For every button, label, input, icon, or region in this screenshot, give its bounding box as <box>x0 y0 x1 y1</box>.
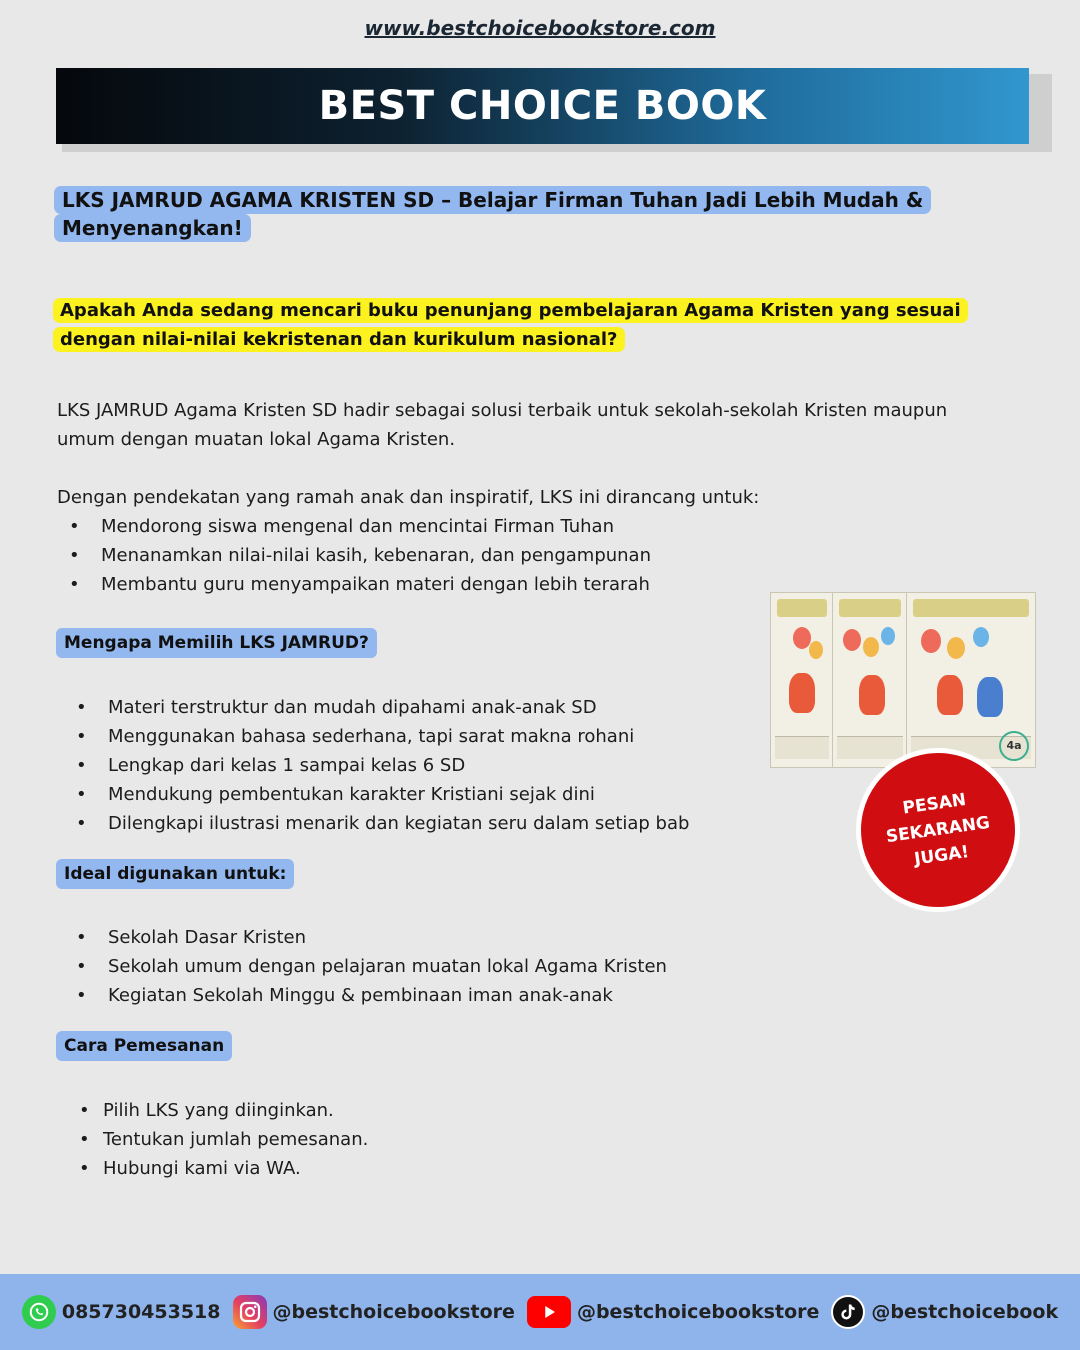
benefits-list <box>69 512 651 599</box>
youtube-handle: @bestchoicebookstore <box>576 1301 820 1323</box>
grade-label: 4a <box>999 731 1029 761</box>
ideal-list <box>76 923 667 1010</box>
ideal-heading <box>56 864 294 884</box>
list-item <box>79 1154 368 1183</box>
list-item <box>69 541 651 570</box>
list-item-text: Tentukan jumlah pemesanan. <box>103 1129 369 1150</box>
headline <box>54 186 954 242</box>
book-cover <box>832 592 908 768</box>
whatsapp-number: 085730453518 <box>61 1301 221 1323</box>
list-item-text: Dilengkapi ilustrasi menarik dan kegiatan seru dalam setiap bab <box>108 813 690 834</box>
order-now-badge-text: PESAN SEKARANG JUGA! <box>884 789 992 870</box>
list-item-text: Menggunakan bahasa sederhana, tapi sarat makna rohani <box>108 726 635 747</box>
question-text: Apakah Anda sedang mencari buku penunjang pembelajaran Agama Kristen yang sesuai dengan nilai-nilai kekristenan dan kurikulum nasional? <box>53 298 968 352</box>
youtube-contact[interactable] <box>527 1296 819 1328</box>
list-item-text: Lengkap dari kelas 1 sampai kelas 6 SD <box>108 755 466 776</box>
list-item-text: Materi terstruktur dan mudah dipahami anak-anak SD <box>108 697 597 718</box>
title-banner <box>56 68 1029 144</box>
list-item-text: Mendorong siswa mengenal dan mencintai Firman Tuhan <box>101 516 614 537</box>
list-item-text: Menanamkan nilai-nilai kasih, kebenaran, dan pengampunan <box>101 545 651 566</box>
whatsapp-icon <box>22 1295 56 1329</box>
order-heading-text: Cara Pemesanan <box>56 1031 232 1061</box>
headline-text: LKS JAMRUD AGAMA KRISTEN SD – Belajar Firman Tuhan Jadi Lebih Mudah & Menyenangkan! <box>54 186 931 242</box>
list-item <box>76 722 689 751</box>
list-item <box>79 1125 369 1154</box>
list-item <box>76 751 689 780</box>
list-item-text: Sekolah umum dengan pelajaran muatan lokal Agama Kristen <box>108 956 667 977</box>
why-list <box>76 693 690 838</box>
list-item-text: Kegiatan Sekolah Minggu & pembinaan iman anak-anak <box>108 985 613 1006</box>
list-item <box>69 570 651 599</box>
list-item <box>76 952 667 981</box>
list-item-text: Hubungi kami via WA. <box>103 1158 301 1179</box>
list-item <box>76 809 690 838</box>
bullet-icon: • <box>76 813 87 834</box>
bullet-icon: • <box>76 784 87 805</box>
banner-title: BEST CHOICE BOOK <box>318 83 767 129</box>
bullet-icon: • <box>76 927 87 948</box>
ideal-heading-text: Ideal digunakan untuk: <box>56 859 294 889</box>
list-item <box>76 780 689 809</box>
instagram-contact[interactable] <box>233 1295 515 1329</box>
why-heading <box>56 633 377 653</box>
order-list <box>79 1096 369 1183</box>
lead-paragraph: Dengan pendekatan yang ramah anak dan inspiratif, LKS ini dirancang untuk: <box>57 487 760 508</box>
tiktok-contact[interactable] <box>831 1295 1058 1329</box>
contact-footer <box>0 1274 1080 1350</box>
instagram-icon <box>233 1295 267 1329</box>
product-image <box>770 592 1034 766</box>
list-item <box>76 693 689 722</box>
list-item-text: Membantu guru menyampaikan materi dengan lebih terarah <box>101 574 650 595</box>
list-item-text: Mendukung pembentukan karakter Kristiani sejak dini <box>108 784 595 805</box>
bullet-icon: • <box>76 697 87 718</box>
book-cover <box>906 592 1036 768</box>
tiktok-handle: @bestchoicebook <box>871 1301 1059 1323</box>
question-callout <box>53 296 1003 354</box>
list-item <box>69 512 651 541</box>
whatsapp-contact[interactable] <box>22 1295 221 1329</box>
site-url-link[interactable]: www.bestchoicebookstore.com <box>364 16 716 40</box>
bullet-icon: • <box>69 545 80 566</box>
bullet-icon: • <box>76 726 87 747</box>
bullet-icon: • <box>79 1100 90 1121</box>
instagram-handle: @bestchoicebookstore <box>272 1301 515 1323</box>
list-item-text: Sekolah Dasar Kristen <box>108 927 306 948</box>
list-item-text: Pilih LKS yang diinginkan. <box>103 1100 334 1121</box>
bullet-icon: • <box>76 956 87 977</box>
tiktok-icon <box>831 1295 865 1329</box>
bullet-icon: • <box>76 755 87 776</box>
list-item <box>79 1096 368 1125</box>
bullet-icon: • <box>69 574 80 595</box>
book-cover <box>770 592 834 768</box>
youtube-icon <box>527 1296 571 1328</box>
intro-paragraph: LKS JAMRUD Agama Kristen SD hadir sebagai solusi terbaik untuk sekolah-sekolah Kristen maupun umum dengan muatan lokal Agama Kristen. <box>57 400 948 450</box>
why-heading-text: Mengapa Memilih LKS JAMRUD? <box>56 628 377 658</box>
bullet-icon: • <box>69 516 80 537</box>
list-item <box>76 981 667 1010</box>
bullet-icon: • <box>79 1129 90 1150</box>
bullet-icon: • <box>79 1158 90 1179</box>
order-heading <box>56 1036 232 1056</box>
bullet-icon: • <box>76 985 87 1006</box>
list-item <box>76 923 667 952</box>
